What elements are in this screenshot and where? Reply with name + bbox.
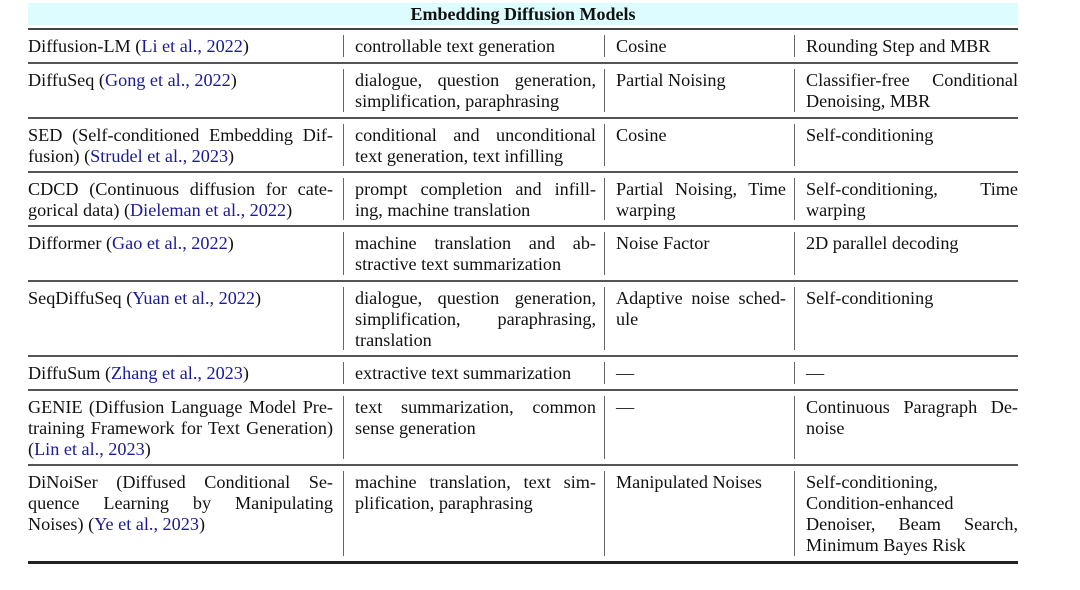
techniques-text: Self-conditioning, Condition-enhanced Denoiser, Beam Search, Minimum Bayes Risk	[806, 472, 1018, 555]
column-divider	[343, 362, 344, 384]
tasks-cell	[343, 119, 604, 171]
model-cell: DiNoiSer (Diffused Conditional Se- quence Learning by Manipulating Noises) (Ye et al., 2023)	[28, 472, 333, 534]
model-name: GENIE (Diffusion Language Model Pre- training Framework for Text Generation)	[28, 397, 333, 438]
noise-cell	[604, 282, 794, 355]
noise-text: Partial Noising, Time warping	[616, 179, 786, 220]
column-divider	[604, 232, 605, 275]
table-row	[28, 391, 1018, 466]
tasks-text: machine translation and ab- stractive text summarization	[355, 233, 596, 274]
noise-text: Adaptive noise sched- ule	[616, 288, 786, 329]
column-divider	[604, 178, 605, 220]
table-row	[28, 64, 1018, 119]
column-divider	[343, 35, 344, 57]
tasks-text: dialogue, question generation, simplification, paraphrasing, translation	[355, 288, 596, 350]
column-divider	[604, 471, 605, 556]
noise-cell	[604, 30, 794, 62]
techniques-cell	[794, 119, 1018, 171]
table-row	[28, 466, 1018, 564]
column-divider	[794, 287, 795, 350]
techniques-cell	[794, 30, 1018, 62]
noise-cell	[604, 357, 794, 389]
model-cell: SeqDiffuSeq (Yuan et al., 2022)	[28, 288, 262, 308]
column-divider	[343, 471, 344, 556]
column-divider	[604, 362, 605, 384]
noise-cell	[604, 227, 794, 280]
noise-cell	[604, 119, 794, 171]
column-divider	[343, 287, 344, 350]
tasks-text: machine translation, text sim- plification, paraphrasing	[355, 472, 596, 513]
column-divider	[794, 396, 795, 459]
table-row	[28, 30, 1018, 64]
techniques-cell	[794, 227, 1018, 280]
tasks-cell	[343, 64, 604, 117]
noise-cell	[604, 391, 794, 464]
techniques-text: —	[806, 363, 825, 383]
model-name: DiffuSeq	[28, 70, 99, 90]
techniques-cell	[794, 282, 1018, 355]
tasks-text: conditional and unconditional text generation, text infilling	[355, 125, 596, 166]
column-divider	[794, 35, 795, 57]
column-divider	[343, 396, 344, 459]
noise-cell	[604, 173, 794, 225]
techniques-cell	[794, 64, 1018, 117]
noise-text: —	[616, 363, 635, 383]
tasks-text: controllable text generation	[355, 36, 555, 56]
table-caption: Embedding Diffusion Models	[28, 3, 1018, 25]
noise-text: Cosine	[616, 36, 667, 56]
model-name: SeqDiffuSeq	[28, 288, 127, 308]
tasks-text: prompt completion and infill- ing, machine translation	[355, 179, 596, 220]
model-name: CDCD (Continuous diffusion for cate- gorical data)	[28, 179, 333, 220]
column-divider	[794, 124, 795, 166]
techniques-text: Rounding Step and MBR	[806, 36, 991, 56]
model-cell: DiffuSum (Zhang et al., 2023)	[28, 363, 249, 383]
tasks-text: dialogue, question generation, simplification, paraphrasing	[355, 70, 596, 111]
model-name: DiNoiSer (Diffused Conditional Se- quence Learning by Manipulating Noises)	[28, 472, 333, 534]
citation-link[interactable]: Gong et al., 2022	[104, 70, 231, 90]
model-cell: DiffuSeq (Gong et al., 2022)	[28, 70, 237, 90]
techniques-cell	[794, 391, 1018, 464]
column-divider	[604, 124, 605, 166]
model-cell: GENIE (Diffusion Language Model Pre- training Framework for Text Generation) (Lin et al., 2023)	[28, 397, 333, 459]
tasks-cell	[343, 227, 604, 280]
column-divider	[794, 362, 795, 384]
techniques-text: Self-conditioning, Time warping	[806, 179, 1018, 220]
tasks-cell	[343, 30, 604, 62]
table-row	[28, 282, 1018, 357]
noise-text: Cosine	[616, 125, 667, 145]
citation-link[interactable]: Dieleman et al., 2022	[130, 200, 287, 220]
tasks-cell	[343, 357, 604, 389]
noise-text: Noise Factor	[616, 233, 710, 253]
column-divider	[343, 69, 344, 112]
citation-link[interactable]: Gao et al., 2022	[112, 233, 228, 253]
model-cell: SED (Self-conditioned Embedding Dif- fusion) (Strudel et al., 2023)	[28, 125, 333, 166]
model-name: DiffuSum	[28, 363, 105, 383]
techniques-cell	[794, 466, 1018, 561]
table-row	[28, 119, 1018, 173]
tasks-text: text summarization, common sense generation	[355, 397, 596, 438]
techniques-text: Classifier-free Conditional Denoising, MBR	[806, 70, 1018, 111]
column-divider	[604, 35, 605, 57]
citation-link[interactable]: Li et al., 2022	[141, 36, 243, 56]
column-divider	[604, 287, 605, 350]
table-row	[28, 227, 1018, 282]
techniques-cell	[794, 173, 1018, 225]
column-divider	[343, 178, 344, 220]
table-row	[28, 357, 1018, 391]
tasks-cell	[343, 173, 604, 225]
citation-link[interactable]: Strudel et al., 2023	[90, 146, 229, 166]
noise-cell	[604, 466, 794, 561]
column-divider	[794, 69, 795, 112]
noise-text: Partial Noising	[616, 70, 726, 90]
model-name: Difformer	[28, 233, 106, 253]
tasks-cell	[343, 466, 604, 561]
tasks-cell	[343, 391, 604, 464]
column-divider	[604, 396, 605, 459]
model-name: SED (Self-conditioned Embedding Dif- fusion)	[28, 125, 333, 166]
noise-text: Manipulated Noises	[616, 472, 762, 492]
techniques-text: Self-conditioning	[806, 288, 934, 308]
model-name: Diffusion-LM	[28, 36, 136, 56]
tasks-text: extractive text summarization	[355, 363, 572, 383]
techniques-text: 2D parallel decoding	[806, 233, 959, 253]
model-cell: CDCD (Continuous diffusion for cate- gorical data) (Dieleman et al., 2022)	[28, 179, 333, 220]
techniques-text: Self-conditioning	[806, 125, 934, 145]
column-divider	[794, 471, 795, 556]
column-divider	[794, 232, 795, 275]
column-divider	[343, 124, 344, 166]
tasks-cell	[343, 282, 604, 355]
citation-link[interactable]: Zhang et al., 2023	[111, 363, 243, 383]
model-cell: Diffusion-LM (Li et al., 2022)	[28, 36, 249, 56]
column-divider	[604, 69, 605, 112]
noise-text: —	[616, 397, 635, 417]
techniques-cell	[794, 357, 1018, 389]
model-cell: Difformer (Gao et al., 2022)	[28, 233, 234, 253]
citation-link[interactable]: Lin et al., 2023	[34, 439, 145, 459]
citation-link[interactable]: Yuan et al., 2022	[132, 288, 255, 308]
column-divider	[794, 178, 795, 220]
techniques-text: Continuous Paragraph De- noise	[806, 397, 1018, 438]
column-divider	[343, 232, 344, 275]
citation-link[interactable]: Ye et al., 2023	[94, 514, 199, 534]
noise-cell	[604, 64, 794, 117]
embedding-diffusion-models-table	[28, 3, 1018, 564]
table-row	[28, 173, 1018, 227]
